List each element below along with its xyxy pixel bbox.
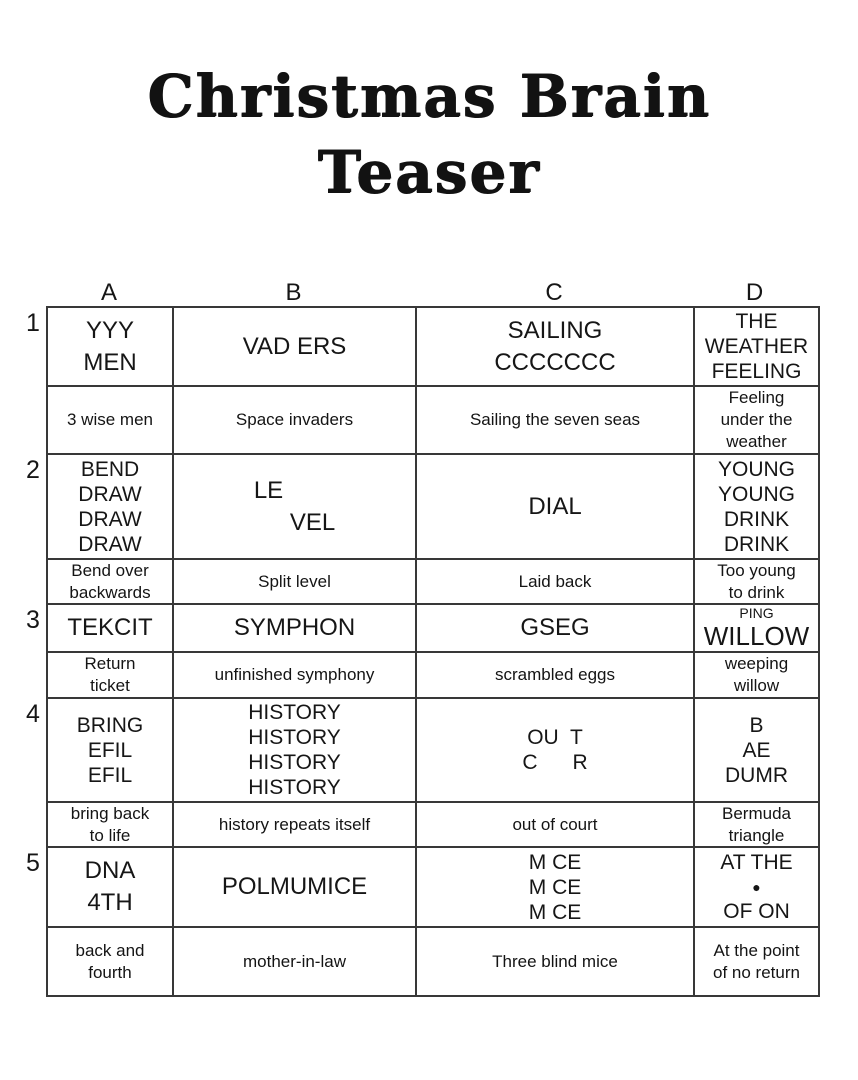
answer-text: scrambled eggs [494, 665, 615, 684]
puzzle-line: CCCCCCC [494, 348, 616, 376]
puzzle-line: SAILING [507, 316, 603, 344]
answer-text: Sailing the seven seas [469, 410, 641, 429]
answer-cell-4b [174, 803, 417, 848]
answer-cell-3c [417, 653, 695, 699]
answer-cell-3d [695, 653, 818, 699]
puzzle-cell-1a [48, 308, 174, 387]
answer-text: Space invaders [235, 410, 354, 429]
puzzle-cell-2c [417, 455, 695, 560]
answer-text: Bend over backwards [69, 560, 151, 602]
puzzle-cell-5c [417, 848, 695, 928]
puzzle-line: YYY [85, 316, 135, 344]
puzzle-line: HISTORY [248, 726, 341, 749]
puzzle-line: TEKCIT [67, 614, 153, 641]
answer-text: Bermuda triangle [722, 803, 791, 845]
title-line-2: Teaser [317, 138, 541, 206]
answer-cell-2a [48, 560, 174, 605]
column-header-a: A [100, 279, 117, 306]
answer-text: history repeats itself [218, 814, 371, 834]
answer-cell-5b [174, 928, 417, 995]
puzzle-cell-4b [174, 699, 417, 803]
answer-cell-3b [174, 653, 417, 699]
puzzle-cell-3a [48, 605, 174, 653]
puzzle-line: SYMPHON [233, 614, 356, 641]
row-number-4: 4 [26, 700, 40, 728]
puzzle-cell-2b [174, 455, 417, 560]
puzzle-line: HISTORY [248, 751, 341, 774]
puzzle-line: DRAW [78, 507, 142, 531]
answer-cell-5c [417, 928, 695, 995]
answer-text: mother-in-law [243, 951, 346, 971]
answer-cell-5a [48, 928, 174, 995]
puzzle-line: DUMR [725, 763, 788, 787]
answer-cell-2b [174, 560, 417, 605]
answer-cell-1c [417, 387, 695, 455]
puzzle-cell-2a [48, 455, 174, 560]
puzzle-line: BRING [76, 713, 144, 737]
answer-cell-4a [48, 803, 174, 848]
answer-cell-1b [174, 387, 417, 455]
answer-text: Too young to drink [717, 560, 796, 602]
puzzle-line: DNA [84, 857, 136, 884]
answer-cell-2d [695, 560, 818, 605]
puzzle-cell-3d [695, 605, 818, 653]
bullet-point-glyph: ● [752, 879, 761, 895]
puzzle-line: AE [742, 738, 771, 762]
puzzle-line: DRINK [723, 507, 790, 531]
puzzle-cell-4c [417, 699, 695, 803]
row-number-5: 5 [26, 849, 40, 877]
row-number-1: 1 [26, 309, 40, 337]
puzzle-cell-1b [174, 308, 417, 387]
puzzle-line: LE [253, 476, 284, 504]
answer-text: Split level [258, 571, 331, 591]
puzzle-line: HISTORY [248, 776, 341, 799]
puzzle-line: MEN [83, 348, 137, 376]
puzzle-line: GSEG [520, 614, 590, 641]
answer-text: unfinished symphony [214, 665, 375, 684]
answer-cell-5d [695, 928, 818, 995]
answer-cell-2c [417, 560, 695, 605]
puzzle-cell-5d [695, 848, 818, 928]
puzzle-line: M CE [528, 850, 582, 874]
puzzle-cell-5a [48, 848, 174, 928]
column-header-b: B [285, 279, 302, 306]
puzzle-line: WEATHER [704, 335, 809, 358]
title-line-1: Christmas Brain [147, 62, 711, 130]
puzzle-line: EFIL [87, 763, 133, 787]
puzzle-line: YOUNG [717, 457, 795, 481]
answer-cell-4d [695, 803, 818, 848]
answer-cell-1d [695, 387, 818, 455]
puzzle-line: M CE [528, 900, 582, 924]
puzzle-line: VAD ERS [242, 332, 347, 360]
answer-cell-3a [48, 653, 174, 699]
puzzle-line: PING [739, 605, 774, 621]
puzzle-line: B [749, 713, 764, 737]
puzzle-table-area [0, 280, 858, 997]
answer-text: Laid back [518, 571, 592, 591]
column-header-row [46, 280, 816, 306]
puzzle-line: WILLOW [703, 621, 810, 651]
puzzle-line: DRINK [723, 532, 790, 556]
column-header-c: C [545, 279, 563, 306]
puzzle-cell-1c [417, 308, 695, 387]
page-title [0, 0, 858, 210]
puzzle-line: DRAW [78, 482, 142, 506]
puzzle-cell-1d [695, 308, 818, 387]
answer-cell-4c [417, 803, 695, 848]
puzzle-line: DRAW [78, 532, 142, 556]
puzzle-line: VEL [289, 508, 336, 536]
puzzle-cell-5b [174, 848, 417, 928]
answer-text: 3 wise men [67, 410, 153, 429]
answer-text: Return ticket [84, 654, 136, 695]
answer-text: back and fourth [75, 940, 145, 982]
answer-text: out of court [512, 814, 598, 834]
puzzle-line: BEND [80, 457, 140, 481]
puzzle-line: HISTORY [248, 701, 341, 724]
puzzle-cell-3c [417, 605, 695, 653]
puzzle-cell-3b [174, 605, 417, 653]
puzzle-line: YOUNG [717, 482, 795, 506]
puzzle-line: THE [735, 310, 778, 333]
answer-text: At the point of no return [713, 940, 800, 982]
puzzle-cell-4a [48, 699, 174, 803]
puzzle-line: OF ON [723, 900, 790, 923]
answer-text: bring back to life [70, 803, 150, 845]
answer-cell-1a [48, 387, 174, 455]
answer-text: weeping willow [724, 654, 789, 695]
answer-text: Three blind mice [492, 951, 618, 971]
answer-text: Feeling under the weather [720, 388, 793, 451]
puzzle-line: 4TH [87, 889, 133, 916]
puzzle-table [46, 306, 820, 997]
puzzle-line: FEELING [711, 360, 802, 383]
puzzle-line: DIAL [528, 492, 582, 520]
puzzle-line: OU T [527, 726, 583, 749]
puzzle-cell-2d [695, 455, 818, 560]
puzzle-line: AT THE [720, 851, 793, 874]
puzzle-line: M CE [528, 875, 582, 899]
puzzle-cell-4d [695, 699, 818, 803]
puzzle-line: C R [522, 751, 588, 774]
puzzle-line: EFIL [87, 738, 133, 762]
row-number-3: 3 [26, 606, 40, 634]
row-number-2: 2 [26, 456, 40, 484]
puzzle-line: POLMUMICE [221, 873, 368, 900]
column-header-d: D [745, 279, 764, 306]
